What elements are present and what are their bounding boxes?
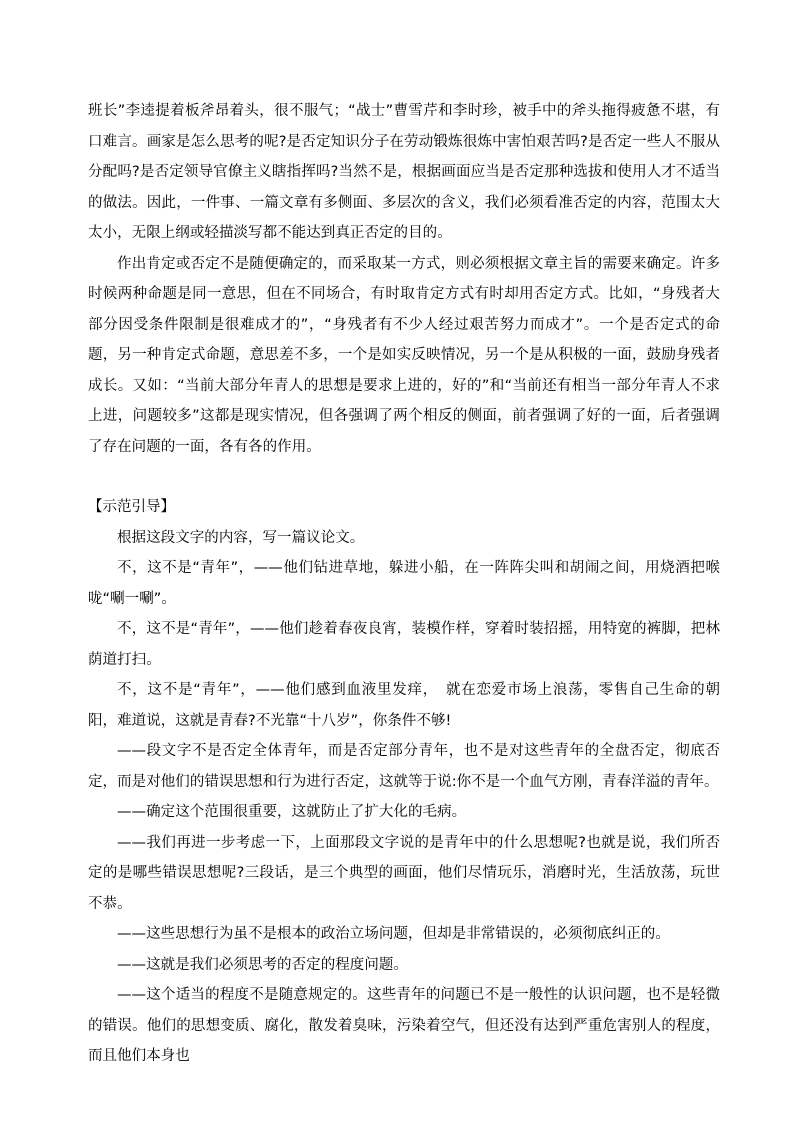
guide-paragraph-analysis-6: ——这个适当的程度不是随意规定的。这些青年的问题已不是一般性的认识问题，也不是轻微的错误。他们的思想变质、腐化，散发着臭味，污染着空气，但还没有达到严重危害别人的程度，而且他们本身也 (88, 987, 720, 1064)
guide-paragraph-analysis-3: ——我们再进一步考虑一下，上面那段文字说的是青年中的什么思想呢?也就是说，我们所否定的是哪些错误思想呢?三段话，是三个典型的画面，他们尽情玩乐，消磨时光，生活放荡，玩世不恭。 (88, 834, 720, 912)
guide-paragraph-analysis-2: ——确定这个范围很重要，这就防止了扩大化的毛病。 (117, 804, 467, 820)
guide-paragraph-analysis-1: ——段文字不是否定全体青年，而是否定部分青年，也不是对这些青年的全盘否定，彻底否定，而是对他们的错误思想和行为进行否定，这就等于说:你不是一个血气方刚，青春洋溢的青年。 (88, 743, 720, 790)
paragraph-continued: 班长”李逵提着板斧昂着头，很不服气；“战士”曹雪芹和李时珍，被手中的斧头拖得疲惫不堪，有口难言。画家是怎么思考的呢?是否定知识分子在劳动锻炼很炼中害怕艰苦吗?是否定一些人不服从分配吗?是否定领导官僚主义瞎指挥吗?当然不是，根据画面应当是否定那种选拔和使用人才不适当的做法。因此，一件事、一篇文章有多侧面、多层次的含义，我们必须看准否定的内容，范围太大太小，无限上纲或轻描淡写都不能达到真正否定的目的。 (88, 103, 720, 241)
section-heading: 【示范引导】 (88, 499, 175, 515)
paragraph-affirm-negate: 作出肯定或否定不是随便确定的，而采取某一方式，则必须根据文章主旨的需要来确定。许多时候两种命题是同一意思，但在不同场合，有时取肯定方式有时却用否定方式。比如，“身残者大部分因受条件限制是很难成才的”，“身残者有不少人经过艰苦努力而成才”。一个是否定式的命题，另一种肯定式命题，意思差不多，一个是如实反映情况，另一个是从积极的一面，鼓励身残者成长。又如：“当前大部分年青人的思想是要求上进的，好的”和“当前还有相当一部分年青人不求上进，问题较多”这都是现实情况，但各强调了两个相反的侧面，前者强调了好的一面，后者强调了存在问题的一面，各有各的作用。 (88, 255, 720, 455)
section-gap (88, 462, 720, 492)
guide-paragraph-analysis-5: ——这就是我们必须思考的否定的程度问题。 (117, 956, 408, 973)
guide-paragraph-quote-2: 不，这不是“青年”，——他们趁着春夜良宵，装模作样，穿着时装招摇，用特宽的裤脚，把林荫道打扫。 (88, 621, 720, 668)
guide-paragraph-task: 根据这段文字的内容，写一篇议论文。 (117, 529, 365, 546)
guide-paragraph-quote-1: 不，这不是“青年”，——他们钻进草地，躲进小船，在一阵阵尖叫和胡闹之间，用烧酒把喉咙“唰一唰”。 (88, 560, 720, 607)
document-body (88, 96, 720, 1072)
guide-paragraph-analysis-4: ——这些思想行为虽不是根本的政治立场问题，但却是非常错误的，必须彻底纠正的。 (117, 926, 670, 942)
guide-paragraph-quote-3: 不，这不是“青年”，——他们感到血液里发痒， 就在恋爱市场上浪荡，零售自己生命的朝阳，难道说，这就是青春?不光靠“十八岁”，你条件不够! (88, 682, 720, 729)
